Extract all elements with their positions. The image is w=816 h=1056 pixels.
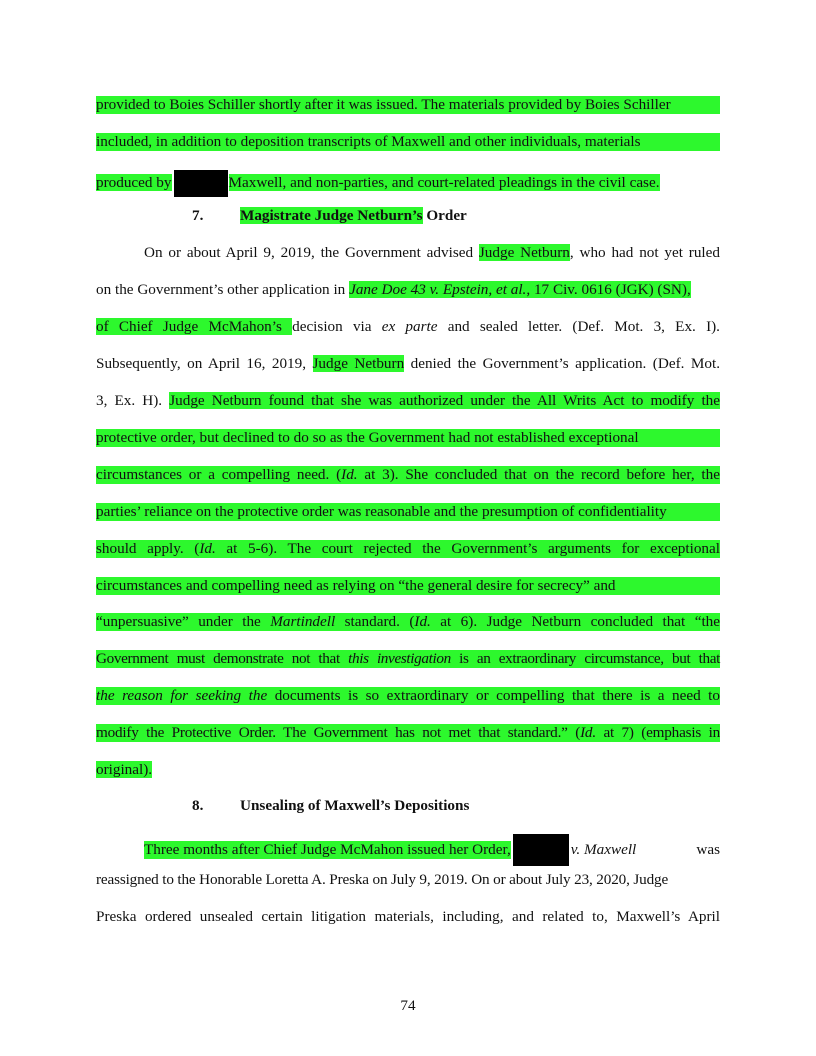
page-number: 74 — [400, 997, 416, 1014]
body-line — [96, 650, 720, 668]
line-text: protective order, but declined to do so as the Government had not established exceptional — [96, 429, 639, 446]
body-line — [96, 281, 720, 299]
line-text: provided to Boies Schiller shortly after it was issued. The materials provided by Boies Schiller — [96, 96, 671, 113]
body-line — [96, 724, 720, 742]
highlighted-text: Judge Netburn — [312, 355, 405, 372]
line-text: reassigned to the Honorable Loretta A. Preska on July 9, 2019. On or about July 23, 2020, Judge — [96, 871, 669, 888]
body-line — [96, 687, 720, 705]
italic-text: ex parte — [381, 318, 438, 335]
italic-text: Id. — [341, 466, 358, 483]
line-text: Preska ordered unsealed certain litigation materials, including, and related to, Maxwell’s April — [96, 908, 720, 925]
line-text: “unpersuasive” under the — [96, 613, 271, 630]
section-number: 7. — [192, 207, 204, 224]
highlighted-text: Judge Netburn found that she was authorized under the All Writs Act to modify the — [169, 392, 720, 409]
body-line — [144, 834, 720, 866]
body-line — [96, 318, 720, 336]
line-text: standard. ( — [335, 613, 415, 630]
body-line — [96, 503, 720, 521]
line-text: included, in addition to deposition transcripts of Maxwell and other individuals, materials — [96, 133, 641, 150]
italic-text: Id. — [580, 724, 596, 741]
line-text: parties’ reliance on the protective order was reasonable and the presumption of confidentiality — [96, 503, 667, 520]
italic-text: the reason for seeking the — [96, 687, 268, 704]
section-heading — [96, 797, 720, 815]
redaction-block — [174, 170, 228, 197]
section-title: Unsealing of Maxwell’s Depositions — [240, 797, 470, 814]
line-text: Maxwell, and non-parties, and court-related pleadings in the civil case. — [228, 173, 660, 191]
body-line — [96, 96, 720, 114]
section-heading — [96, 207, 720, 225]
line-text: denied the Government’s application. (Def. Mot. — [404, 355, 721, 372]
redaction-block — [513, 834, 569, 866]
body-line — [96, 577, 720, 595]
italic-text: Id. — [199, 540, 216, 557]
line-text: Government must demonstrate not that — [96, 650, 349, 667]
line-text: at 3). She concluded that on the record before her, the — [357, 466, 720, 483]
line-text: is an extraordinary circumstance, but that — [450, 650, 720, 667]
line-text: should apply. ( — [96, 540, 200, 557]
body-line — [96, 908, 720, 926]
highlighted-text: , 17 Civ. 0616 (JGK) (SN), — [526, 281, 691, 298]
body-line — [96, 871, 720, 889]
body-line — [96, 613, 720, 631]
line-text: modify the Protective Order. The Government has not met that standard.” ( — [96, 724, 581, 741]
line-text: and sealed letter. (Def. Mot. 3, Ex. I). — [437, 318, 720, 335]
highlighted-text: original). — [96, 761, 153, 778]
line-text: documents is so extraordinary or compelling that there is a need to — [267, 687, 720, 704]
body-line — [96, 540, 720, 558]
body-line — [96, 429, 720, 447]
highlighted-text: of Chief Judge McMahon’s — [96, 318, 293, 335]
line-text: Subsequently, on April 16, 2019, — [96, 355, 313, 372]
body-line — [96, 170, 720, 197]
line-text: , who had not yet ruled — [569, 244, 720, 261]
body-line — [144, 244, 720, 262]
body-line — [96, 466, 720, 484]
line-text: produced by — [96, 173, 172, 191]
highlighted-text: Judge Netburn — [478, 244, 570, 261]
italic-text: Martindell — [270, 613, 336, 630]
case-name: Jane Doe 43 v. Epstein, et al. — [349, 281, 527, 298]
line-text: circumstances and compelling need as relying on “the general desire for secrecy” and — [96, 577, 616, 594]
line-text: 3, Ex. H). — [96, 392, 170, 409]
body-line — [96, 355, 720, 373]
highlighted-text: Three months after Chief Judge McMahon issued her Order, — [144, 841, 511, 858]
section-number: 8. — [192, 797, 204, 814]
line-text: on the Government’s other application in — [96, 281, 350, 298]
line-text: On or about April 9, 2019, the Government advised — [144, 244, 479, 261]
line-text: at 7) (emphasis in — [595, 724, 720, 741]
section-title-rest: Order — [422, 207, 467, 224]
italic-text: this investigation — [348, 650, 451, 667]
section-title-highlighted: Magistrate Judge Netburn’s — [240, 207, 423, 224]
body-line — [96, 392, 720, 410]
body-line — [96, 133, 720, 151]
line-text: at 6). Judge Netburn concluded that “the — [430, 613, 721, 630]
line-text: at 5-6). The court rejected the Government’s arguments for exceptional — [215, 540, 720, 557]
line-text: circumstances or a compelling need. ( — [96, 466, 342, 483]
italic-text: Id. — [414, 613, 431, 630]
italic-text: v. Maxwell — [570, 841, 637, 858]
line-text: decision via — [292, 318, 382, 335]
line-text: was — [696, 841, 720, 858]
body-line — [96, 761, 720, 779]
